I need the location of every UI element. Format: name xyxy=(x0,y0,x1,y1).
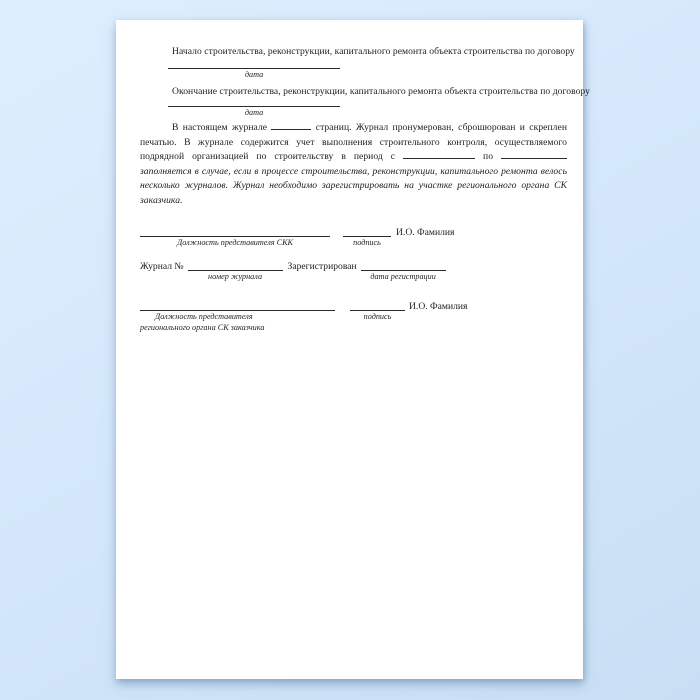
journal-registration-row xyxy=(140,259,567,282)
skk-name-placeholder: И.О. Фамилия xyxy=(396,227,455,238)
period-to-blank-field xyxy=(501,150,567,159)
blank-underline xyxy=(361,259,446,271)
date-caption: дата xyxy=(244,70,264,79)
registration-date-field xyxy=(361,259,446,282)
regional-role-caption-line2: регионального органа СК заказчика xyxy=(140,323,265,332)
blank-underline xyxy=(140,299,335,311)
regional-name-placeholder: И.О. Фамилия xyxy=(409,301,468,312)
blank-underline xyxy=(140,225,330,237)
pages-blank-field xyxy=(271,121,311,130)
journal-number-field xyxy=(188,259,283,282)
skk-signature-row xyxy=(140,225,567,248)
regional-role-caption-line1: Должность представителя xyxy=(155,312,253,321)
skk-sign-field xyxy=(343,225,391,248)
journal-number-caption: номер журнала xyxy=(208,272,263,281)
blank-underline xyxy=(168,97,340,107)
blank-underline xyxy=(188,259,283,271)
regional-role-field xyxy=(140,299,335,333)
period-from-blank-field xyxy=(403,150,475,159)
paragraph-text: В настоящем журнале xyxy=(172,122,268,133)
blank-underline xyxy=(343,225,391,237)
end-date-field xyxy=(168,97,340,118)
document-page xyxy=(116,20,590,679)
paragraph-text: по xyxy=(483,151,494,162)
journal-number-label: Журнал № xyxy=(140,261,184,272)
blank-underline xyxy=(350,299,405,311)
end-construction-line: Окончание строительства, реконструкции, капитального ремонта объекта строительства по договору xyxy=(172,86,590,97)
registered-label: Зарегистрирован xyxy=(287,261,357,272)
regional-signature-row xyxy=(140,299,567,333)
start-date-field xyxy=(168,59,340,80)
paragraph-note-italic: заполняется в случае, если в процессе строительства, реконструкции, капитального ремонта велось несколько журналов. Журнал необходимо зарегистрировать на участке регионального органа СК заказчика. xyxy=(140,165,567,206)
skk-role-field xyxy=(140,225,330,248)
start-construction-line: Начало строительства, реконструкции, капитального ремонта объекта строительства по договору xyxy=(172,46,575,57)
date-caption: дата xyxy=(244,108,264,117)
document-content xyxy=(116,20,590,333)
blank-underline xyxy=(168,59,340,69)
journal-description-paragraph xyxy=(140,121,567,208)
skk-role-caption: Должность представителя СКК xyxy=(176,238,293,247)
registration-date-caption: дата регистрации xyxy=(370,272,436,281)
sign-caption: подпись xyxy=(363,312,392,321)
paragraph-text: страниц. Журнал пронумерован, сброшюрован и скреплен печатью. В журнале содержится учет выполнения строительного контроля, осуществляемого подрядной организацией по строительству в период с xyxy=(140,122,567,162)
regional-sign-field xyxy=(350,299,405,322)
sign-caption: подпись xyxy=(353,238,381,247)
